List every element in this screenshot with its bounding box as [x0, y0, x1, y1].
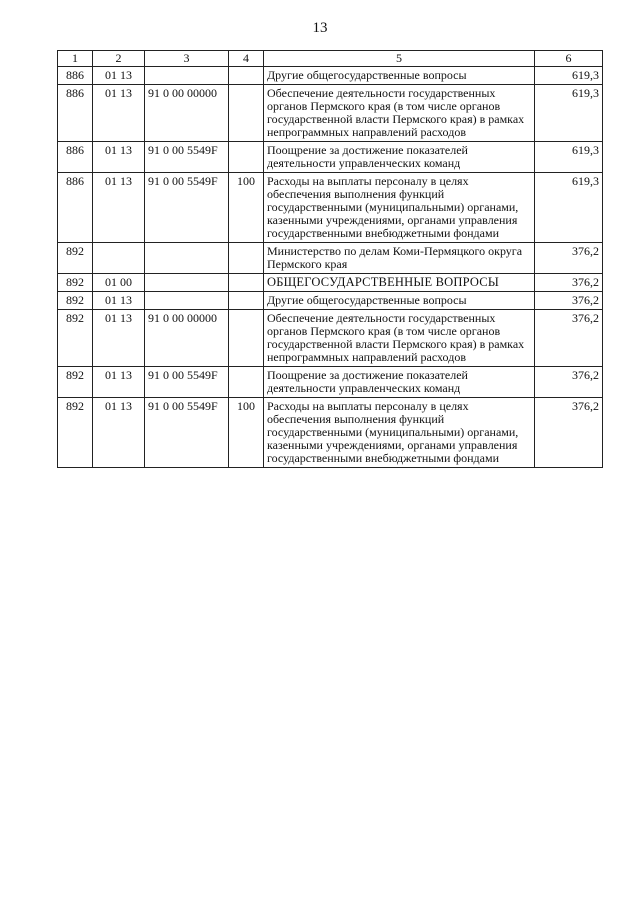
target-article-cell: [145, 274, 229, 292]
column-header: 1: [58, 51, 93, 67]
expense-type-cell: [229, 367, 264, 398]
amount-cell: 619,3: [535, 85, 603, 142]
expense-type-cell: [229, 67, 264, 85]
table-row: [58, 67, 603, 85]
amount-cell: 619,3: [535, 142, 603, 173]
ministry-code-cell: 892: [58, 274, 93, 292]
description-cell: Расходы на выплаты персоналу в целях обеспечения выполнения функций государственными (муниципальными) органами, казенными учреждениями, органами управления государственными внебюджетными фондами: [264, 398, 535, 468]
budget-table: [57, 50, 603, 468]
expense-type-cell: [229, 243, 264, 274]
section-code-cell: 01 13: [93, 142, 145, 173]
target-article-cell: 91 0 00 5549F: [145, 173, 229, 243]
page-number: 13: [312, 20, 328, 36]
target-article-cell: [145, 292, 229, 310]
ministry-code-cell: 892: [58, 292, 93, 310]
ministry-code-cell: 886: [58, 173, 93, 243]
target-article-cell: 91 0 00 00000: [145, 310, 229, 367]
section-code-cell: 01 13: [93, 398, 145, 468]
description-cell: Министерство по делам Коми-Пермяцкого округа Пермского края: [264, 243, 535, 274]
table-row: [58, 310, 603, 367]
column-header: 3: [145, 51, 229, 67]
column-header: 5: [264, 51, 535, 67]
table-row: [58, 367, 603, 398]
section-code-cell: 01 13: [93, 67, 145, 85]
ministry-code-cell: 892: [58, 367, 93, 398]
table-row: [58, 173, 603, 243]
expense-type-cell: [229, 310, 264, 367]
amount-cell: 619,3: [535, 173, 603, 243]
ministry-code-cell: 892: [58, 310, 93, 367]
expense-type-cell: 100: [229, 398, 264, 468]
description-cell: Обеспечение деятельности государственных органов Пермского края (в том числе органов государственной власти Пермского края) в рамках непрограммных направлений расходов: [264, 85, 535, 142]
target-article-cell: 91 0 00 5549F: [145, 142, 229, 173]
target-article-cell: 91 0 00 5549F: [145, 367, 229, 398]
target-article-cell: 91 0 00 5549F: [145, 398, 229, 468]
description-cell: Другие общегосударственные вопросы: [264, 67, 535, 85]
section-code-cell: 01 13: [93, 292, 145, 310]
amount-cell: 376,2: [535, 243, 603, 274]
target-article-cell: 91 0 00 00000: [145, 85, 229, 142]
ministry-code-cell: 886: [58, 142, 93, 173]
expense-type-cell: [229, 292, 264, 310]
description-cell: Обеспечение деятельности государственных органов Пермского края (в том числе органов государственной власти Пермского края) в рамках непрограммных направлений расходов: [264, 310, 535, 367]
amount-cell: 376,2: [535, 367, 603, 398]
expense-type-cell: [229, 85, 264, 142]
table-header-row: [58, 51, 603, 67]
expense-type-cell: [229, 142, 264, 173]
amount-cell: 376,2: [535, 274, 603, 292]
target-article-cell: [145, 67, 229, 85]
amount-cell: 376,2: [535, 310, 603, 367]
amount-cell: 376,2: [535, 292, 603, 310]
section-code-cell: 01 13: [93, 85, 145, 142]
ministry-code-cell: 886: [58, 85, 93, 142]
table-row: [58, 85, 603, 142]
column-header: 2: [93, 51, 145, 67]
amount-cell: 376,2: [535, 398, 603, 468]
description-cell: Другие общегосударственные вопросы: [264, 292, 535, 310]
description-cell: Расходы на выплаты персоналу в целях обеспечения выполнения функций государственными (муниципальными) органами, казенными учреждениями, органами управления государственными внебюджетными фондами: [264, 173, 535, 243]
section-title: ОБЩЕГОСУДАРСТВЕННЫЕ ВОПРОСЫ: [267, 275, 499, 289]
table-row: [58, 398, 603, 468]
table-row: [58, 292, 603, 310]
ministry-code-cell: 892: [58, 243, 93, 274]
table-row: [58, 243, 603, 274]
amount-cell: 619,3: [535, 67, 603, 85]
expense-type-cell: 100: [229, 173, 264, 243]
ministry-code-cell: 886: [58, 67, 93, 85]
target-article-cell: [145, 243, 229, 274]
section-code-cell: 01 00: [93, 274, 145, 292]
section-code-cell: [93, 243, 145, 274]
table-row: [58, 142, 603, 173]
description-cell: [264, 274, 535, 292]
section-code-cell: 01 13: [93, 173, 145, 243]
expense-type-cell: [229, 274, 264, 292]
description-cell: Поощрение за достижение показателей деятельности управленческих команд: [264, 142, 535, 173]
table-row: [58, 274, 603, 292]
description-cell: Поощрение за достижение показателей деятельности управленческих команд: [264, 367, 535, 398]
ministry-code-cell: 892: [58, 398, 93, 468]
column-header: 4: [229, 51, 264, 67]
section-code-cell: 01 13: [93, 310, 145, 367]
section-code-cell: 01 13: [93, 367, 145, 398]
column-header: 6: [535, 51, 603, 67]
